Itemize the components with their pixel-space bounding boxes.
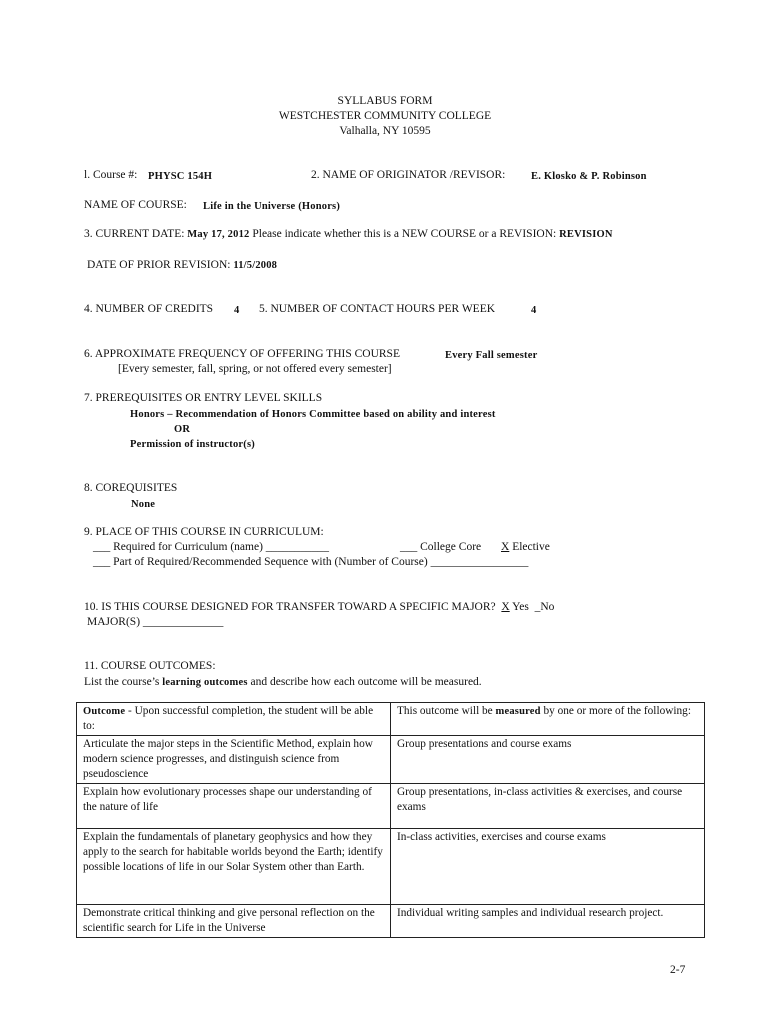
- elective-mark: X: [501, 541, 510, 553]
- credits-label: 4. NUMBER OF CREDITS: [84, 303, 214, 315]
- new-or-revision-answer: REVISION: [559, 229, 613, 240]
- originator-value: E. Klosko & P. Robinson: [531, 171, 647, 182]
- frequency-label: 6. APPROXIMATE FREQUENCY OF OFFERING THIS COURSE: [84, 348, 400, 360]
- contact-hours-label: 5. NUMBER OF CONTACT HOURS PER WEEK: [259, 303, 496, 315]
- prerequisites-line1: Honors – Recommendation of Honors Committee based on ability and interest: [130, 409, 496, 420]
- outcome-cell: Articulate the major steps in the Scientific Method, explain how modern science progresses, and distinguish science from pseudoscience: [77, 736, 391, 784]
- measure-cell: Group presentations and course exams: [391, 736, 705, 784]
- table-row: [77, 829, 705, 905]
- prior-revision-label: DATE OF PRIOR REVISION:: [87, 259, 231, 271]
- measure-header-post: by one or more of the following:: [540, 705, 691, 717]
- frequency-note: [Every semester, fall, spring, or not offered every semester]: [118, 363, 392, 375]
- college-name: WESTCHESTER COMMUNITY COLLEGE: [278, 110, 492, 122]
- originator-label: 2. NAME OF ORIGINATOR /REVISOR:: [311, 169, 506, 181]
- course-name-label: NAME OF COURSE:: [84, 199, 187, 211]
- measure-cell: Individual writing samples and individual research project.: [391, 905, 705, 938]
- transfer-no-label: No: [540, 601, 555, 613]
- outcome-header-bold: Outcome: [83, 706, 126, 717]
- transfer-no-mark: _: [534, 601, 541, 613]
- college-address: Valhalla, NY 10595: [339, 125, 431, 137]
- outcome-header-rest: - Upon successful completion, the student will be able to:: [83, 705, 374, 732]
- outcome-cell: Demonstrate critical thinking and give personal reflection on the scientific search for Life in the Universe: [77, 905, 391, 938]
- current-date-value: May 17, 2012: [187, 229, 250, 240]
- measure-cell: Group presentations, in-class activities & exercises, and course exams: [391, 784, 705, 829]
- new-or-revision-question: Please indicate whether this is a NEW COURSE or a REVISION:: [252, 228, 557, 240]
- table-row: [77, 736, 705, 784]
- prerequisites-or: OR: [174, 424, 191, 435]
- transfer-major: MAJOR(S) ______________: [87, 616, 224, 628]
- measure-header-pre: This outcome will be: [397, 705, 496, 717]
- frequency-value: Every Fall semester: [445, 350, 538, 361]
- transfer-line: [84, 600, 554, 615]
- course-name-value: Life in the Universe (Honors): [203, 201, 341, 212]
- curriculum-label: 9. PLACE OF THIS COURSE IN CURRICULUM:: [84, 526, 324, 538]
- prior-revision-line: [87, 258, 277, 273]
- current-date-label: 3. CURRENT DATE:: [84, 228, 185, 240]
- curriculum-elective: [501, 540, 550, 555]
- outcomes-instructions-bold: learning outcomes: [162, 677, 248, 688]
- contact-hours-value: 4: [531, 305, 537, 316]
- page-number: 2-7: [670, 964, 686, 976]
- outcomes-table-header: [77, 703, 705, 736]
- table-row: [77, 905, 705, 938]
- credits-value: 4: [234, 305, 240, 316]
- outcome-cell: Explain how evolutionary processes shape our understanding of the nature of life: [77, 784, 391, 829]
- corequisites-label: 8. COREQUISITES: [84, 482, 178, 494]
- curriculum-college-core: ___ College Core: [400, 541, 482, 553]
- prerequisites-label: 7. PREREQUISITES OR ENTRY LEVEL SKILLS: [84, 392, 323, 404]
- outcome-cell: Explain the fundamentals of planetary geophysics and how they apply to the search for habitable worlds beyond the Earth; identify possible locations of life in our Solar System other than Earth.: [77, 829, 391, 905]
- prerequisites-line3: Permission of instructor(s): [130, 439, 255, 450]
- transfer-label: 10. IS THIS COURSE DESIGNED FOR TRANSFER TOWARD A SPECIFIC MAJOR?: [84, 601, 496, 613]
- measure-cell: In-class activities, exercises and course exams: [391, 829, 705, 905]
- course-number-label: l. Course #:: [84, 169, 138, 181]
- curriculum-required: ___ Required for Curriculum (name) ___________: [93, 541, 330, 553]
- current-date-line: [84, 227, 613, 242]
- outcomes-table: [76, 702, 705, 938]
- transfer-yes-mark: X: [501, 601, 510, 613]
- form-title: SYLLABUS FORM: [337, 95, 433, 107]
- outcomes-instructions: [84, 675, 482, 690]
- prior-revision-value: 11/5/2008: [233, 260, 278, 271]
- outcome-header-cell: [77, 703, 391, 736]
- outcomes-instructions-post: and describe how each outcome will be measured.: [250, 676, 482, 688]
- corequisites-value: None: [131, 499, 156, 510]
- measure-header-bold: measured: [495, 706, 541, 717]
- course-number-value: PHYSC 154H: [148, 171, 213, 182]
- outcomes-label: 11. COURSE OUTCOMES:: [84, 660, 216, 672]
- elective-label: Elective: [512, 541, 550, 553]
- table-row: [77, 784, 705, 829]
- curriculum-sequence: ___ Part of Required/Recommended Sequence with (Number of Course) _________________: [93, 556, 529, 568]
- outcomes-instructions-pre: List the course’s: [84, 676, 160, 688]
- measure-header-cell: [391, 703, 705, 736]
- transfer-yes-label: Yes: [512, 601, 529, 613]
